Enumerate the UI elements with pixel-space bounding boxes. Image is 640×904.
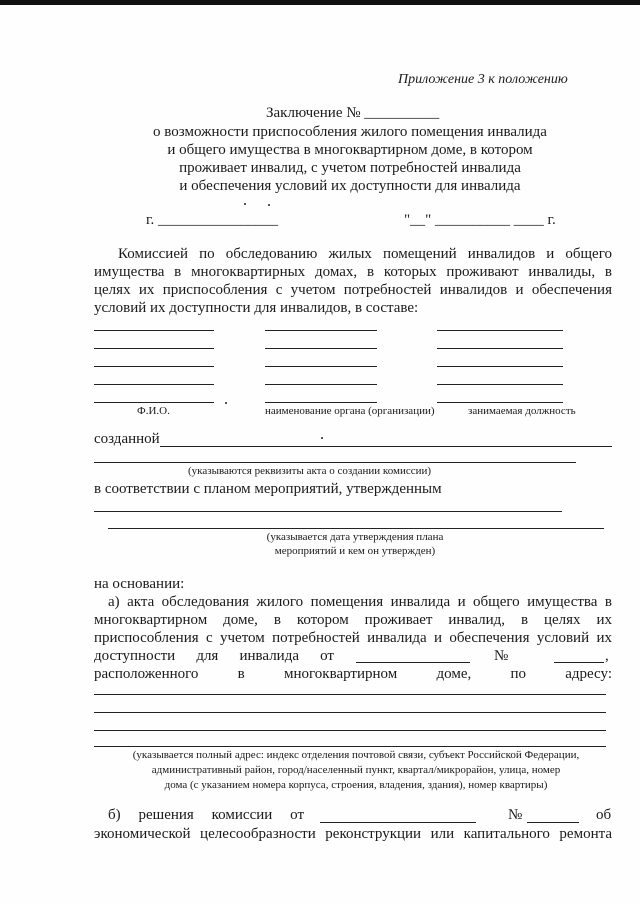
title-line-5: и обеспечения условий их доступности для инвалида [179, 178, 521, 194]
org-line [265, 384, 377, 385]
created-hint: (указываются реквизиты акта о создании комиссии) [188, 465, 432, 477]
act-line-3: приспособления с учетом потребностей инвалида и обеспечения условий их [94, 630, 612, 646]
intro-line-4: условий их доступности для инвалидов, в составе: [94, 300, 419, 316]
decision-number-sign: № [508, 807, 523, 823]
created-line [160, 446, 612, 447]
decision-line-2: экономической целесообразности реконструкции или капитального ремонта [94, 826, 612, 842]
column-fio-label: Ф.И.О. [137, 405, 170, 417]
org-line [265, 402, 377, 403]
column-position-label: занимаемая должность [468, 405, 576, 417]
address-hint-2: административный район, город/населенный пункт, квартал/микрорайон, улица, номер [151, 764, 561, 776]
appendix-label: Приложение 3 к положению [398, 72, 568, 87]
basis-label: на основании: [94, 576, 185, 592]
plan-line-2 [108, 528, 604, 529]
created-line-2 [94, 462, 576, 463]
fio-line [94, 402, 214, 403]
org-line [265, 366, 377, 367]
fio-line [94, 366, 214, 367]
plan-hint-2: мероприятий и кем он утвержден) [274, 545, 436, 557]
decision-line-1: б) решения комиссии от [108, 807, 304, 823]
address-line [94, 746, 606, 747]
act-line-1: а) акта обследования жилого помещения инвалида и общего имущества в [108, 594, 612, 610]
scan-speck [268, 204, 270, 206]
act-date-line [356, 662, 470, 663]
address-hint-3: дома (с указанием номера корпуса, строения, владения, здания), номер квартиры) [164, 779, 548, 791]
act-number-sign: № [494, 648, 509, 664]
address-line [94, 694, 606, 695]
act-number-line [554, 662, 604, 663]
title-line-3: и общего имущества в многоквартирном доме, в котором [167, 142, 533, 158]
position-line [437, 348, 563, 349]
created-label: созданной [94, 431, 160, 447]
position-line [437, 402, 563, 403]
scan-top-edge [0, 0, 640, 5]
intro-line-3: целях их приспособления с учетом потребностей инвалидов и обеспечения [94, 282, 612, 298]
org-line [265, 330, 377, 331]
address-line [94, 730, 606, 731]
fio-line [94, 330, 214, 331]
plan-hint-1: (указывается дата утверждения плана [266, 531, 444, 543]
org-line [265, 348, 377, 349]
intro-line-2: имущества в многоквартирных домах, в которых проживают инвалиды, в [94, 264, 612, 280]
decision-number-line [527, 822, 579, 823]
position-line [437, 330, 563, 331]
decision-date-line [320, 822, 476, 823]
date-field: "__" __________ ____ г. [404, 212, 556, 228]
decision-ob: об [596, 807, 612, 823]
city-field: г. ________________ [146, 212, 278, 228]
plan-line [94, 511, 562, 512]
column-org-label: наименование органа (организации) [265, 405, 435, 417]
fio-line [94, 348, 214, 349]
title-line-2: о возможности приспособления жилого помещения инвалида [153, 124, 547, 140]
act-line-5: расположенного в многоквартирном доме, по адресу: [94, 666, 612, 682]
scan-speck [321, 437, 323, 439]
position-line [437, 384, 563, 385]
address-hint-1: (указывается полный адрес: индекс отделения почтовой связи, субъект Российской Федерации, [132, 749, 580, 761]
address-line [94, 712, 606, 713]
title-line-4: проживает инвалид, с учетом потребностей инвалида [179, 160, 521, 176]
act-comma: , [605, 648, 609, 664]
act-line-2: многоквартирном доме, в котором проживает инвалид, в целях их [94, 612, 612, 628]
scan-speck [225, 402, 227, 404]
intro-line-1: Комиссией по обследованию жилых помещений инвалидов и общего [118, 246, 612, 262]
plan-label: в соответствии с планом мероприятий, утвержденным [94, 481, 442, 497]
fio-line [94, 384, 214, 385]
scan-speck [244, 203, 246, 205]
act-line-4: доступности для инвалида от [94, 648, 334, 664]
position-line [437, 366, 563, 367]
conclusion-number: Заключение № __________ [266, 105, 440, 121]
